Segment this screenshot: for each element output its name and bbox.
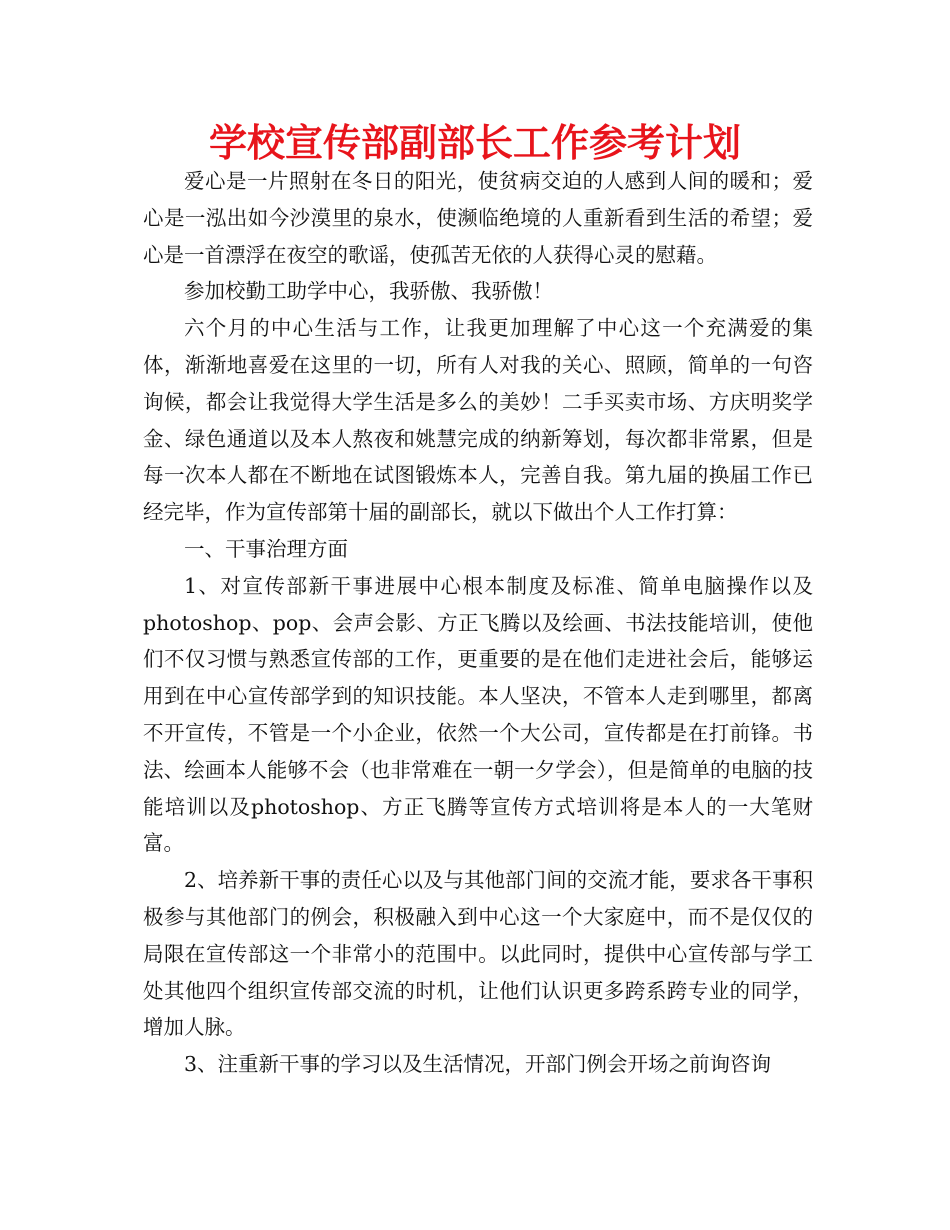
document-body: [143, 163, 813, 1083]
document-title: 学校宣传部副部长工作参考计划: [208, 121, 741, 165]
paragraph-six-months: 六个月的中心生活与工作，让我更加理解了中心这一个充满爱的集体，渐渐地喜爱在这里的一切，所有人对我的关心、照顾，简单的一句咨询候，都会让我觉得大学生活是多么的美妙！二手买卖市场、方庆明奖学金、绿色通道以及本人熬夜和姚慧完成的纳新筹划，每次都非常累，但是每一次本人都在不断地在试图锻炼本人，完善自我。第九届的换届工作已经完毕，作为宣传部第十届的副部长，就以下做出个人工作打算：: [143, 316, 813, 525]
paragraph-item-1: 1、对宣传部新干事进展中心根本制度及标准、简单电脑操作以及photoshop、pop、会声会影、方正飞腾以及绘画、书法技能培训，使他们不仅习惯与熟悉宣传部的工作，更重要的是在他们走进社会后，能够运用到在中心宣传部学到的知识技能。本人坚决，不管本人走到哪里，都离不开宣传，不管是一个小企业，依然一个大公司，宣传都是在打前锋。书法、绘画本人能够不会（也非常难在一朝一夕学会），但是简单的电脑的技能培训以及photoshop、方正飞腾等宣传方式培训将是本人的一大笔财富。: [143, 573, 813, 856]
paragraph-intro: 爱心是一片照射在冬日的阳光，使贫病交迫的人感到人间的暖和；爱心是一泓出如今沙漠里的泉水，使濒临绝境的人重新看到生活的希望；爱心是一首漂浮在夜空的歌谣，使孤苦无依的人获得心灵的慰藉。: [143, 169, 813, 267]
paragraph-item-3: 3、注重新干事的学习以及生活情况，开部门例会开场之前询咨询: [184, 1052, 772, 1077]
paragraph-join: 参加校勤工助学中心，我骄傲、我骄傲！: [184, 279, 553, 304]
section-heading-staff-management: 一、干事治理方面: [184, 536, 348, 561]
paragraph-item-2: 2、培养新干事的责任心以及与其他部门间的交流才能，要求各干事积极参与其他部门的例会，积极融入到中心这一个大家庭中，而不是仅仅的局限在宣传部这一个非常小的范围中。以此同时，提供中心宣传部与学工处其他四个组织宣传部交流的时机，让他们认识更多跨系跨专业的同学，增加人脉。: [143, 868, 813, 1040]
